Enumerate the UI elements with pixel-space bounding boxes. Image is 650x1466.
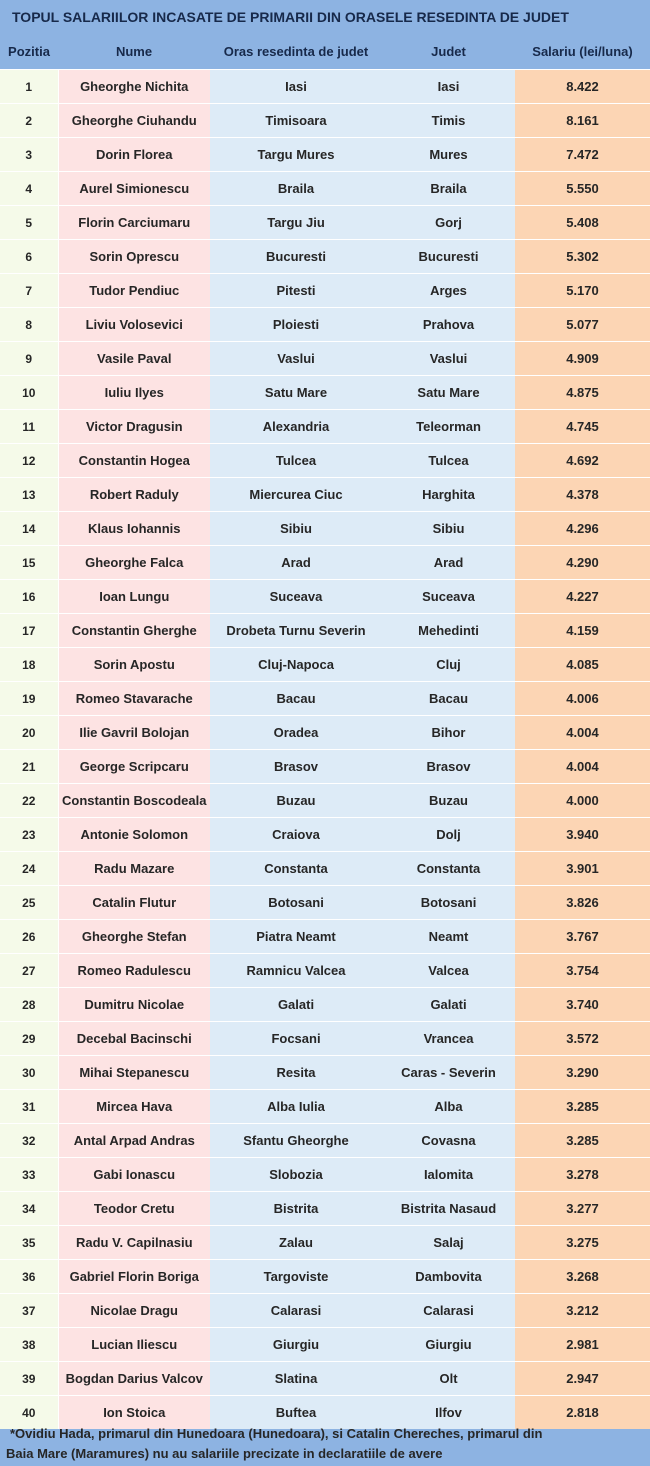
cell-pozitia: 27 xyxy=(0,954,58,988)
cell-nume: Iuliu Ilyes xyxy=(58,376,210,410)
cell-oras: Iasi xyxy=(210,70,382,104)
cell-judet: Valcea xyxy=(382,954,515,988)
cell-nume: Decebal Bacinschi xyxy=(58,1022,210,1056)
cell-salariu: 4.290 xyxy=(515,546,650,580)
cell-nume: Radu V. Capilnasiu xyxy=(58,1226,210,1260)
cell-nume: Florin Carciumaru xyxy=(58,206,210,240)
cell-nume: Robert Raduly xyxy=(58,478,210,512)
cell-pozitia: 9 xyxy=(0,342,58,376)
cell-judet: Bistrita Nasaud xyxy=(382,1192,515,1226)
cell-pozitia: 17 xyxy=(0,614,58,648)
cell-nume: Romeo Stavarache xyxy=(58,682,210,716)
table-row xyxy=(0,376,650,410)
cell-salariu: 4.004 xyxy=(515,716,650,750)
table-row xyxy=(0,682,650,716)
table-row xyxy=(0,104,650,138)
cell-pozitia: 36 xyxy=(0,1260,58,1294)
cell-pozitia: 18 xyxy=(0,648,58,682)
cell-pozitia: 13 xyxy=(0,478,58,512)
cell-oras: Buzau xyxy=(210,784,382,818)
footnote xyxy=(0,1424,650,1464)
cell-oras: Bucuresti xyxy=(210,240,382,274)
cell-nume: Sorin Oprescu xyxy=(58,240,210,274)
cell-nume: Tudor Pendiuc xyxy=(58,274,210,308)
cell-salariu: 3.940 xyxy=(515,818,650,852)
cell-pozitia: 26 xyxy=(0,920,58,954)
cell-nume: Antonie Solomon xyxy=(58,818,210,852)
cell-salariu: 8.161 xyxy=(515,104,650,138)
cell-salariu: 3.290 xyxy=(515,1056,650,1090)
table-row xyxy=(0,512,650,546)
cell-judet: Dolj xyxy=(382,818,515,852)
cell-pozitia: 7 xyxy=(0,274,58,308)
table-row xyxy=(0,1328,650,1362)
table-title: TOPUL SALARIILOR INCASATE DE PRIMARII DIN ORASELE RESEDINTA DE JUDET xyxy=(12,9,569,25)
cell-salariu: 3.277 xyxy=(515,1192,650,1226)
cell-pozitia: 35 xyxy=(0,1226,58,1260)
cell-pozitia: 38 xyxy=(0,1328,58,1362)
cell-pozitia: 31 xyxy=(0,1090,58,1124)
cell-judet: Teleorman xyxy=(382,410,515,444)
cell-oras: Giurgiu xyxy=(210,1328,382,1362)
cell-nume: Gabriel Florin Boriga xyxy=(58,1260,210,1294)
cell-oras: Alba Iulia xyxy=(210,1090,382,1124)
cell-judet: Mures xyxy=(382,138,515,172)
table-body xyxy=(0,70,650,1430)
cell-nume: Constantin Boscodeala xyxy=(58,784,210,818)
cell-judet: Cluj xyxy=(382,648,515,682)
cell-salariu: 4.296 xyxy=(515,512,650,546)
cell-nume: Constantin Hogea xyxy=(58,444,210,478)
table-row xyxy=(0,1022,650,1056)
cell-salariu: 4.909 xyxy=(515,342,650,376)
cell-nume: Sorin Apostu xyxy=(58,648,210,682)
cell-pozitia: 28 xyxy=(0,988,58,1022)
cell-judet: Caras - Severin xyxy=(382,1056,515,1090)
table-row xyxy=(0,1090,650,1124)
cell-judet: Arad xyxy=(382,546,515,580)
cell-oras: Braila xyxy=(210,172,382,206)
cell-salariu: 3.285 xyxy=(515,1090,650,1124)
cell-oras: Targu Jiu xyxy=(210,206,382,240)
cell-salariu: 4.085 xyxy=(515,648,650,682)
cell-judet: Tulcea xyxy=(382,444,515,478)
cell-nume: Teodor Cretu xyxy=(58,1192,210,1226)
cell-salariu: 3.901 xyxy=(515,852,650,886)
cell-salariu: 4.227 xyxy=(515,580,650,614)
cell-judet: Braila xyxy=(382,172,515,206)
cell-nume: Lucian Iliescu xyxy=(58,1328,210,1362)
cell-judet: Olt xyxy=(382,1362,515,1396)
cell-oras: Galati xyxy=(210,988,382,1022)
cell-oras: Slatina xyxy=(210,1362,382,1396)
cell-oras: Brasov xyxy=(210,750,382,784)
table-row xyxy=(0,308,650,342)
table-row xyxy=(0,852,650,886)
cell-oras: Constanta xyxy=(210,852,382,886)
cell-judet: Gorj xyxy=(382,206,515,240)
footnote-line-1: *Ovidiu Hada, primarul din Hunedoara (Hunedoara), si Catalin Chereches, primarul din xyxy=(10,1426,543,1441)
header-judet: Judet xyxy=(382,34,515,70)
cell-oras: Targu Mures xyxy=(210,138,382,172)
cell-oras: Resita xyxy=(210,1056,382,1090)
cell-pozitia: 25 xyxy=(0,886,58,920)
cell-judet: Brasov xyxy=(382,750,515,784)
salary-table xyxy=(0,34,650,1429)
cell-judet: Ilfov xyxy=(382,1396,515,1430)
cell-judet: Buzau xyxy=(382,784,515,818)
cell-pozitia: 20 xyxy=(0,716,58,750)
cell-oras: Craiova xyxy=(210,818,382,852)
cell-nume: Gheorghe Stefan xyxy=(58,920,210,954)
cell-salariu: 3.767 xyxy=(515,920,650,954)
cell-judet: Bihor xyxy=(382,716,515,750)
cell-pozitia: 23 xyxy=(0,818,58,852)
cell-oras: Sibiu xyxy=(210,512,382,546)
cell-judet: Arges xyxy=(382,274,515,308)
cell-salariu: 5.302 xyxy=(515,240,650,274)
cell-nume: Romeo Radulescu xyxy=(58,954,210,988)
table-row xyxy=(0,784,650,818)
cell-oras: Slobozia xyxy=(210,1158,382,1192)
footnote-line-2: Baia Mare (Maramures) nu au salariile precizate in declaratiile de avere xyxy=(6,1446,443,1461)
cell-pozitia: 8 xyxy=(0,308,58,342)
table-row xyxy=(0,886,650,920)
table-row xyxy=(0,614,650,648)
cell-pozitia: 14 xyxy=(0,512,58,546)
cell-salariu: 3.268 xyxy=(515,1260,650,1294)
cell-pozitia: 3 xyxy=(0,138,58,172)
cell-oras: Sfantu Gheorghe xyxy=(210,1124,382,1158)
cell-salariu: 4.006 xyxy=(515,682,650,716)
cell-judet: Bacau xyxy=(382,682,515,716)
cell-oras: Cluj-Napoca xyxy=(210,648,382,682)
cell-judet: Satu Mare xyxy=(382,376,515,410)
cell-salariu: 3.278 xyxy=(515,1158,650,1192)
cell-nume: Constantin Gherghe xyxy=(58,614,210,648)
cell-judet: Salaj xyxy=(382,1226,515,1260)
cell-salariu: 4.378 xyxy=(515,478,650,512)
cell-salariu: 2.818 xyxy=(515,1396,650,1430)
cell-nume: Mihai Stepanescu xyxy=(58,1056,210,1090)
table-row xyxy=(0,342,650,376)
table-row xyxy=(0,138,650,172)
cell-oras: Botosani xyxy=(210,886,382,920)
cell-salariu: 3.285 xyxy=(515,1124,650,1158)
table-row xyxy=(0,1158,650,1192)
cell-nume: Liviu Volosevici xyxy=(58,308,210,342)
cell-salariu: 3.572 xyxy=(515,1022,650,1056)
cell-nume: Gheorghe Falca xyxy=(58,546,210,580)
cell-oras: Vaslui xyxy=(210,342,382,376)
cell-salariu: 3.740 xyxy=(515,988,650,1022)
cell-judet: Prahova xyxy=(382,308,515,342)
cell-judet: Harghita xyxy=(382,478,515,512)
cell-pozitia: 19 xyxy=(0,682,58,716)
table-row xyxy=(0,240,650,274)
table-row xyxy=(0,206,650,240)
cell-oras: Timisoara xyxy=(210,104,382,138)
cell-nume: Radu Mazare xyxy=(58,852,210,886)
cell-salariu: 4.745 xyxy=(515,410,650,444)
cell-salariu: 5.077 xyxy=(515,308,650,342)
cell-pozitia: 12 xyxy=(0,444,58,478)
cell-pozitia: 39 xyxy=(0,1362,58,1396)
cell-salariu: 2.981 xyxy=(515,1328,650,1362)
table-row xyxy=(0,1226,650,1260)
cell-pozitia: 11 xyxy=(0,410,58,444)
table-row xyxy=(0,70,650,104)
table-row xyxy=(0,750,650,784)
cell-salariu: 4.004 xyxy=(515,750,650,784)
cell-nume: Vasile Paval xyxy=(58,342,210,376)
table-row xyxy=(0,580,650,614)
cell-salariu: 4.875 xyxy=(515,376,650,410)
cell-pozitia: 37 xyxy=(0,1294,58,1328)
cell-judet: Bucuresti xyxy=(382,240,515,274)
cell-judet: Timis xyxy=(382,104,515,138)
cell-oras: Tulcea xyxy=(210,444,382,478)
table-row xyxy=(0,546,650,580)
cell-oras: Bacau xyxy=(210,682,382,716)
cell-pozitia: 40 xyxy=(0,1396,58,1430)
cell-judet: Constanta xyxy=(382,852,515,886)
cell-oras: Miercurea Ciuc xyxy=(210,478,382,512)
header-pozitia: Pozitia xyxy=(0,34,58,70)
cell-oras: Alexandria xyxy=(210,410,382,444)
cell-judet: Covasna xyxy=(382,1124,515,1158)
table-row xyxy=(0,818,650,852)
cell-nume: Gabi Ionascu xyxy=(58,1158,210,1192)
cell-pozitia: 24 xyxy=(0,852,58,886)
cell-judet: Neamt xyxy=(382,920,515,954)
cell-nume: Bogdan Darius Valcov xyxy=(58,1362,210,1396)
cell-salariu: 4.159 xyxy=(515,614,650,648)
cell-salariu: 5.170 xyxy=(515,274,650,308)
cell-oras: Suceava xyxy=(210,580,382,614)
cell-judet: Iasi xyxy=(382,70,515,104)
cell-oras: Targoviste xyxy=(210,1260,382,1294)
cell-judet: Alba xyxy=(382,1090,515,1124)
header-nume: Nume xyxy=(58,34,210,70)
table-row xyxy=(0,478,650,512)
cell-nume: Dorin Florea xyxy=(58,138,210,172)
cell-oras: Ploiesti xyxy=(210,308,382,342)
cell-oras: Buftea xyxy=(210,1396,382,1430)
cell-oras: Ramnicu Valcea xyxy=(210,954,382,988)
cell-oras: Calarasi xyxy=(210,1294,382,1328)
table-row xyxy=(0,274,650,308)
table-row xyxy=(0,172,650,206)
table-row xyxy=(0,1124,650,1158)
cell-oras: Focsani xyxy=(210,1022,382,1056)
cell-nume: Mircea Hava xyxy=(58,1090,210,1124)
cell-oras: Drobeta Turnu Severin xyxy=(210,614,382,648)
cell-nume: Antal Arpad Andras xyxy=(58,1124,210,1158)
cell-nume: Nicolae Dragu xyxy=(58,1294,210,1328)
cell-pozitia: 10 xyxy=(0,376,58,410)
cell-judet: Calarasi xyxy=(382,1294,515,1328)
cell-pozitia: 1 xyxy=(0,70,58,104)
cell-salariu: 3.212 xyxy=(515,1294,650,1328)
table-row xyxy=(0,920,650,954)
cell-salariu: 7.472 xyxy=(515,138,650,172)
cell-pozitia: 21 xyxy=(0,750,58,784)
cell-nume: Klaus Iohannis xyxy=(58,512,210,546)
cell-salariu: 5.550 xyxy=(515,172,650,206)
cell-salariu: 8.422 xyxy=(515,70,650,104)
cell-salariu: 2.947 xyxy=(515,1362,650,1396)
header-row xyxy=(0,34,650,70)
table-row xyxy=(0,648,650,682)
cell-judet: Suceava xyxy=(382,580,515,614)
cell-nume: Gheorghe Ciuhandu xyxy=(58,104,210,138)
cell-nume: Ioan Lungu xyxy=(58,580,210,614)
cell-salariu: 3.826 xyxy=(515,886,650,920)
cell-oras: Pitesti xyxy=(210,274,382,308)
cell-oras: Oradea xyxy=(210,716,382,750)
cell-salariu: 5.408 xyxy=(515,206,650,240)
cell-judet: Mehedinti xyxy=(382,614,515,648)
table-row xyxy=(0,410,650,444)
cell-nume: Ilie Gavril Bolojan xyxy=(58,716,210,750)
cell-judet: Vrancea xyxy=(382,1022,515,1056)
cell-judet: Botosani xyxy=(382,886,515,920)
cell-nume: Aurel Simionescu xyxy=(58,172,210,206)
cell-pozitia: 30 xyxy=(0,1056,58,1090)
cell-pozitia: 4 xyxy=(0,172,58,206)
cell-pozitia: 29 xyxy=(0,1022,58,1056)
cell-pozitia: 2 xyxy=(0,104,58,138)
cell-oras: Bistrita xyxy=(210,1192,382,1226)
cell-nume: Catalin Flutur xyxy=(58,886,210,920)
cell-pozitia: 33 xyxy=(0,1158,58,1192)
table-row xyxy=(0,716,650,750)
table-row xyxy=(0,954,650,988)
cell-pozitia: 6 xyxy=(0,240,58,274)
cell-pozitia: 16 xyxy=(0,580,58,614)
cell-salariu: 4.692 xyxy=(515,444,650,478)
table-row xyxy=(0,1192,650,1226)
cell-judet: Giurgiu xyxy=(382,1328,515,1362)
table-row xyxy=(0,1362,650,1396)
cell-oras: Piatra Neamt xyxy=(210,920,382,954)
table-row xyxy=(0,444,650,478)
cell-judet: Vaslui xyxy=(382,342,515,376)
cell-oras: Arad xyxy=(210,546,382,580)
cell-nume: George Scripcaru xyxy=(58,750,210,784)
cell-oras: Zalau xyxy=(210,1226,382,1260)
cell-nume: Ion Stoica xyxy=(58,1396,210,1430)
table-row xyxy=(0,1294,650,1328)
cell-salariu: 3.275 xyxy=(515,1226,650,1260)
cell-nume: Dumitru Nicolae xyxy=(58,988,210,1022)
table-row xyxy=(0,988,650,1022)
table-row xyxy=(0,1260,650,1294)
cell-salariu: 4.000 xyxy=(515,784,650,818)
cell-judet: Dambovita xyxy=(382,1260,515,1294)
cell-pozitia: 15 xyxy=(0,546,58,580)
table-row xyxy=(0,1056,650,1090)
cell-pozitia: 32 xyxy=(0,1124,58,1158)
cell-oras: Satu Mare xyxy=(210,376,382,410)
cell-salariu: 3.754 xyxy=(515,954,650,988)
cell-judet: Ialomita xyxy=(382,1158,515,1192)
cell-pozitia: 5 xyxy=(0,206,58,240)
cell-pozitia: 22 xyxy=(0,784,58,818)
cell-pozitia: 34 xyxy=(0,1192,58,1226)
header-oras: Oras resedinta de judet xyxy=(210,34,382,70)
cell-judet: Galati xyxy=(382,988,515,1022)
cell-nume: Victor Dragusin xyxy=(58,410,210,444)
cell-nume: Gheorghe Nichita xyxy=(58,70,210,104)
cell-judet: Sibiu xyxy=(382,512,515,546)
header-salariu: Salariu (lei/luna) xyxy=(515,34,650,70)
